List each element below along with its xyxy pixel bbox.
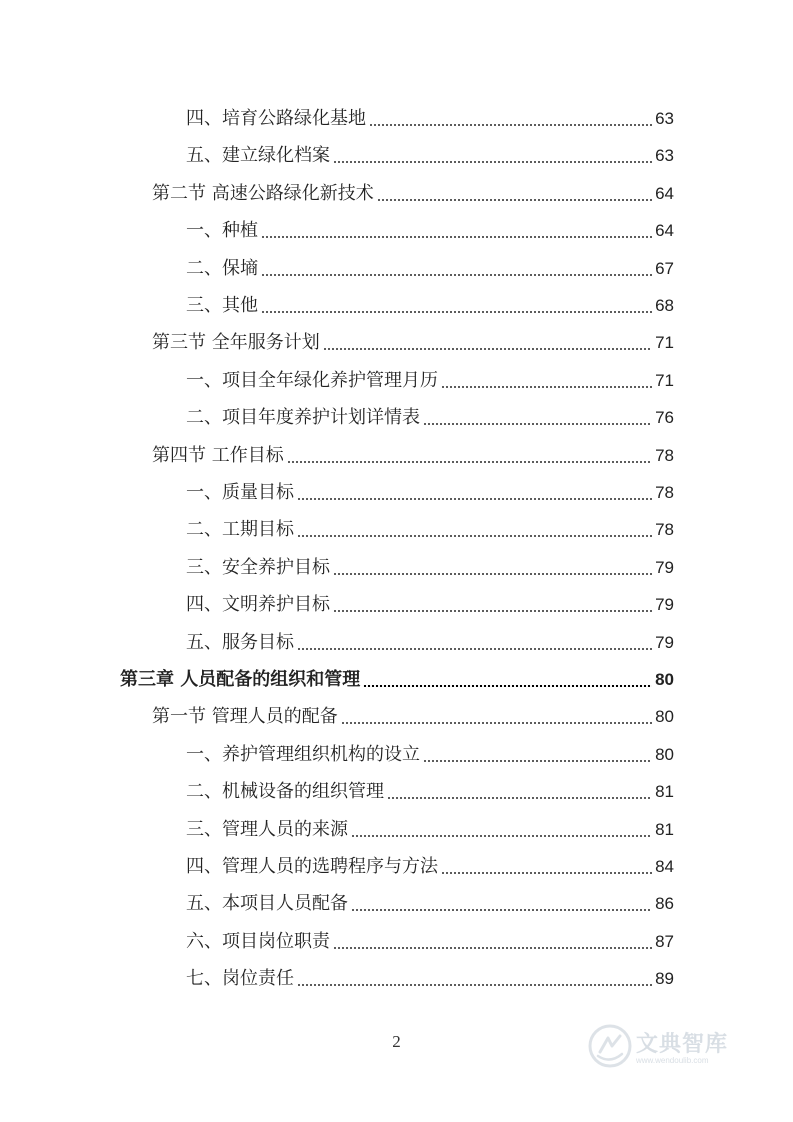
toc-leader-dots (441, 872, 652, 874)
toc-entry-label: 三、管理人员的来源 (186, 818, 348, 840)
watermark-url: www.wendoulib.com (636, 1056, 709, 1065)
toc-entry-page: 81 (655, 819, 674, 839)
toc-leader-dots (323, 348, 652, 350)
toc-entry-label: 四、文明养护目标 (186, 594, 330, 616)
toc-entry-label: 二、项目年度养护计划详情表 (186, 407, 420, 429)
toc-entry-label: 第二节 高速公路绿化新技术 (152, 182, 374, 204)
toc-entry-page: 64 (655, 221, 674, 241)
toc-entry-page: 81 (655, 782, 674, 802)
toc-entry-page: 78 (655, 520, 674, 540)
toc-entry-label: 四、培育公路绿化基地 (186, 108, 366, 129)
toc-entry[interactable] (152, 441, 674, 467)
toc-entry[interactable] (186, 628, 674, 654)
toc-entry-page: 78 (655, 445, 674, 465)
toc-entry-label: 第三节 全年服务计划 (152, 332, 320, 354)
toc-entry-label: 第三章 人员配备的组织和管理 (120, 669, 361, 690)
toc-leader-dots (369, 124, 652, 126)
toc-entry-page: 86 (655, 894, 674, 914)
toc-entry-page: 80 (655, 707, 674, 727)
toc-leader-dots (351, 835, 652, 837)
toc-entry-page: 78 (655, 483, 674, 502)
toc-entry-page: 64 (655, 183, 674, 203)
toc-entry[interactable] (186, 291, 674, 317)
toc-entry-page: 80 (655, 744, 674, 764)
toc-entry-label: 一、种植 (186, 220, 258, 242)
watermark (588, 1016, 758, 1076)
toc-leader-dots (387, 797, 652, 799)
toc-entry-page: 71 (655, 370, 674, 390)
toc-entry[interactable] (186, 141, 674, 167)
toc-leader-dots (341, 722, 652, 724)
toc-entry[interactable] (186, 515, 674, 541)
toc-entry-page: 63 (655, 109, 674, 128)
toc-entry[interactable] (186, 478, 674, 504)
toc-entry-page: 84 (655, 857, 674, 876)
toc-entry[interactable] (186, 553, 674, 579)
toc-leader-dots (297, 648, 652, 650)
toc-entry-page: 68 (655, 296, 674, 315)
toc-entry[interactable] (186, 104, 674, 130)
toc-leader-dots (287, 461, 652, 463)
toc-leader-dots (377, 199, 652, 201)
toc-entry-page: 79 (655, 632, 674, 652)
toc-entry[interactable] (152, 179, 674, 205)
toc-leader-dots (441, 386, 652, 388)
toc-entry-page: 67 (655, 258, 674, 278)
toc-entry-label: 六、项目岗位职责 (186, 930, 330, 952)
toc-entry[interactable] (186, 740, 674, 766)
toc-entry[interactable] (186, 815, 674, 841)
toc-entry-page: 79 (655, 557, 674, 577)
watermark-logo-icon (588, 1024, 632, 1068)
toc-entry-label: 二、工期目标 (186, 519, 294, 541)
toc-entry-page: 79 (655, 595, 674, 615)
toc-leader-dots (333, 610, 652, 612)
toc-leader-dots (333, 573, 652, 575)
toc-leader-dots (261, 274, 652, 276)
toc-leader-dots (423, 423, 652, 425)
toc-leader-dots (363, 685, 652, 687)
toc-leader-dots (423, 760, 652, 762)
toc-entry-label: 七、岗位责任 (186, 968, 294, 990)
toc-entry-label: 五、服务目标 (186, 631, 294, 653)
toc-entry[interactable] (186, 254, 674, 280)
watermark-title: 文典智库 (636, 1032, 729, 1057)
toc-entry-label: 三、安全养护目标 (186, 556, 330, 578)
toc-entry-page: 80 (655, 670, 674, 689)
toc-entry[interactable] (152, 328, 674, 354)
toc-entry-label: 第一节 管理人员的配备 (152, 706, 338, 728)
toc-entry-label: 一、项目全年绿化养护管理月历 (186, 369, 438, 391)
toc-entry-label: 五、建立绿化档案 (186, 145, 330, 167)
toc-leader-dots (351, 909, 652, 911)
toc-entry[interactable] (186, 927, 674, 953)
toc-entry-label: 第四节 工作目标 (152, 444, 284, 466)
toc-entry-label: 二、保墒 (186, 257, 258, 279)
toc-leader-dots (333, 947, 652, 949)
toc-entry[interactable] (120, 665, 674, 691)
toc-leader-dots (297, 984, 652, 986)
toc-leader-dots (261, 236, 652, 238)
toc-entry-label: 五、本项目人员配备 (186, 893, 348, 915)
toc-leader-dots (333, 161, 652, 163)
toc-entry[interactable] (186, 590, 674, 616)
toc-entry-page: 76 (655, 408, 674, 428)
toc-leader-dots (297, 535, 652, 537)
toc-entry[interactable] (186, 889, 674, 915)
toc-entry-label: 四、管理人员的选聘程序与方法 (186, 856, 438, 877)
toc-entry-page: 87 (655, 931, 674, 951)
toc-entry-label: 一、养护管理组织机构的设立 (186, 743, 420, 765)
toc-entry-label: 一、质量目标 (186, 482, 294, 503)
toc-entry[interactable] (152, 702, 674, 728)
toc-entry-label: 三、其他 (186, 295, 258, 316)
toc-entry-label: 二、机械设备的组织管理 (186, 781, 384, 803)
toc-leader-dots (297, 498, 652, 500)
toc-entry-page: 89 (655, 969, 674, 989)
toc-entry[interactable] (186, 403, 674, 429)
toc-entry-page: 63 (655, 146, 674, 166)
toc-entry[interactable] (186, 852, 674, 878)
page-number: 2 (392, 1032, 401, 1051)
toc-entry[interactable] (186, 964, 674, 990)
toc-leader-dots (261, 311, 652, 313)
toc-entry[interactable] (186, 216, 674, 242)
toc-entry[interactable] (186, 366, 674, 392)
toc-entry[interactable] (186, 777, 674, 803)
toc-entry-page: 71 (655, 333, 674, 353)
